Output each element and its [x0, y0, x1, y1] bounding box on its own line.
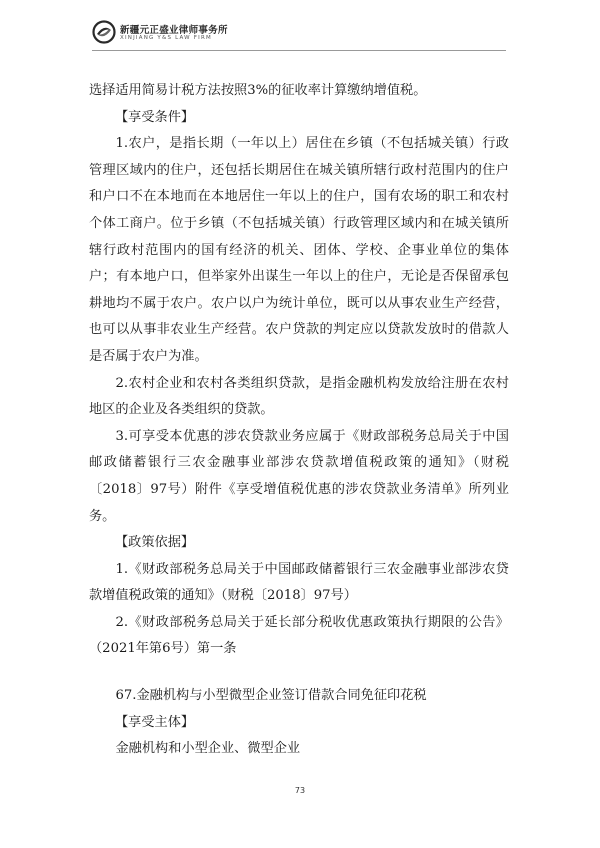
section-heading-basis: 【政策依据】: [115, 535, 195, 551]
item-67-title: 67.金融机构与小型微型企业签订借款合同免征印花税: [115, 688, 427, 704]
paragraph-condition-3: 3.可享受本优惠的涉农贷款业务应属于《财政部税务总局关于中国邮政储蓄银行三农金融事业部涉农贷款增值税政策的通知》（财税〔2018〕97号）附件《享受增值税优惠的涉农贷款业务清单》所列业务。: [89, 428, 509, 524]
page-header: [92, 18, 512, 54]
page-number: 73: [294, 786, 306, 795]
section-heading-conditions: 【享受条件】: [115, 109, 195, 125]
paragraph-condition-2: 2.农村企业和农村各类组织贷款，是指金融机构发放给注册在农村地区的企业及各类组织的贷款。: [89, 375, 509, 418]
header-divider: [92, 50, 506, 51]
paragraph-basis-2: 2.《财政部税务总局关于延长部分税收优惠政策执行期限的公告》（2021年第6号）第一条: [89, 614, 509, 657]
paragraph-condition-1: 1.农户，是指长期（一年以上）居住在乡镇（不包括城关镇）行政管理区域内的住户，还包括长期居住在城关镇所辖行政村范围内的住户和户口不在本地而在本地居住一年以上的住户，国有农场的职工和农村个体工商户。位于乡镇（不包括城关镇）行政管理区域内和在城关镇所辖行政村范围内的国有经济的机关、团体、学校、企事业单位的集体户；有本地户口，但举家外出谋生一年以上的住户，无论是否保留承包耕地均不属于农户。农户以户为统计单位，既可以从事农业生产经营，也可以从事非农业生产经营。农户贷款的判定应以贷款发放时的借款人是否属于农户为准。: [89, 136, 509, 364]
section-gap: [89, 663, 509, 683]
section-heading-subject: 【享受主体】: [115, 714, 195, 730]
firm-logo-icon: [92, 20, 116, 44]
paragraph-subject: 金融机构和小型企业、微型企业: [115, 741, 301, 757]
page-body: [89, 78, 509, 763]
firm-name-en: XINJIANG Y&S LAW FIRM: [120, 35, 212, 41]
firm-name-cn: 新疆元正盛业律师事务所: [120, 25, 228, 36]
paragraph-intro: 选择适用简易计税方法按照3%的征收率计算缴纳增值税。: [89, 83, 427, 98]
paragraph-basis-1: 1.《财政部税务总局关于中国邮政储蓄银行三农金融事业部涉农贷款增值税政策的通知》（财税〔2018〕97号）: [89, 561, 509, 604]
